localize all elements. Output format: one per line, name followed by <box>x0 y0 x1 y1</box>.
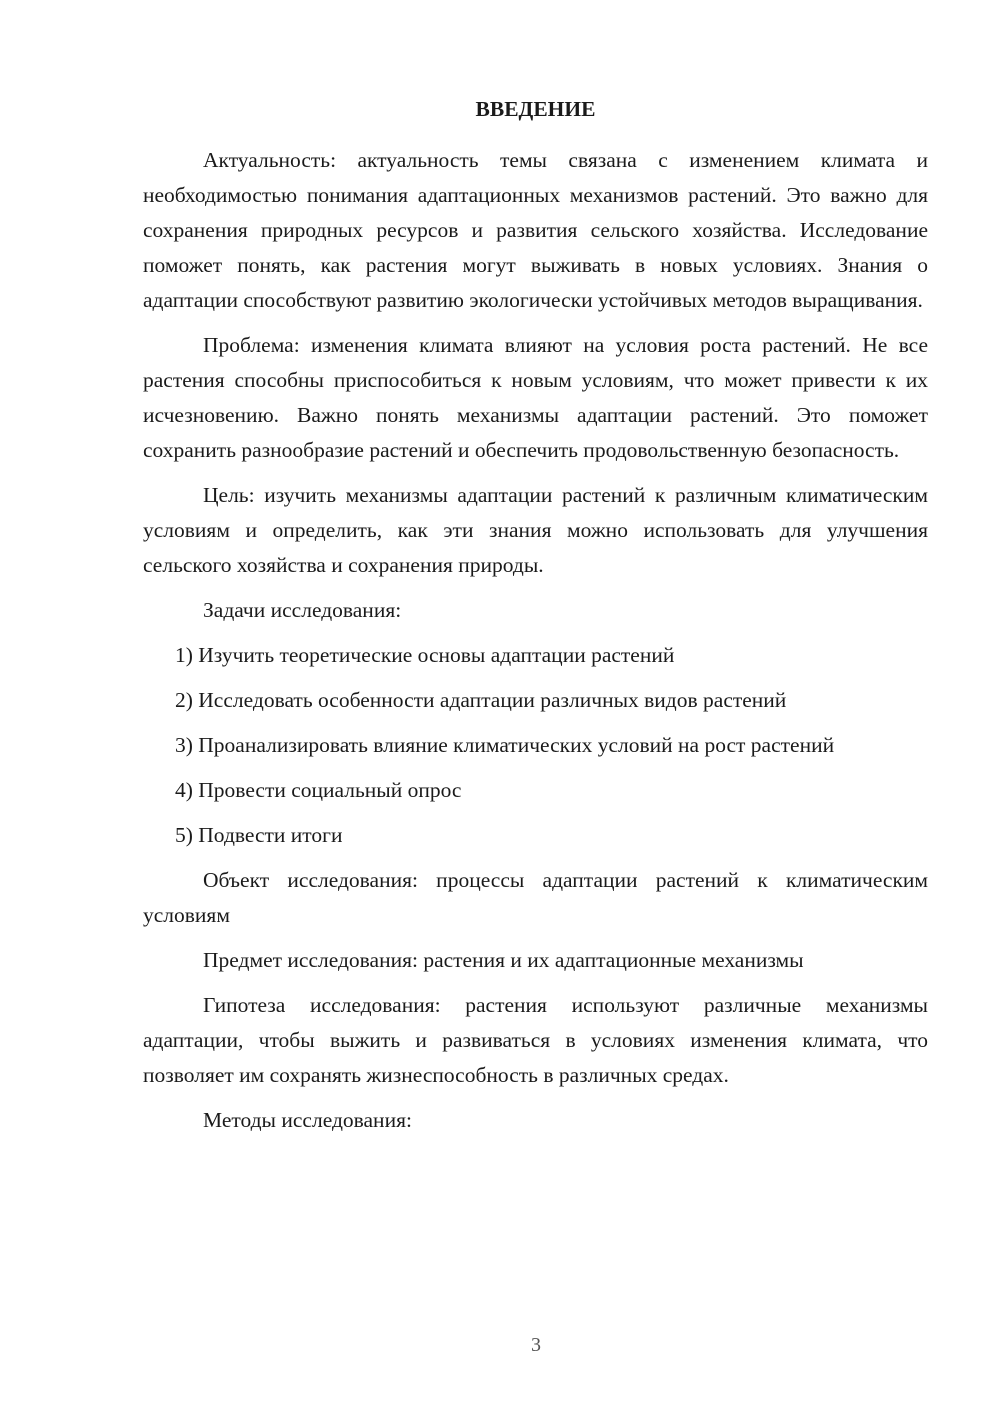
paragraph-goal: Цель: изучить механизмы адаптации растений к различным климатическим условиям и определить, как эти знания можно использовать для улучшения сельского хозяйства и сохранения природы. <box>143 483 928 577</box>
task-item-5: 5) Подвести итоги <box>175 823 343 847</box>
task-item-2: 2) Исследовать особенности адаптации различных видов растений <box>175 688 787 712</box>
task-item-4: 4) Провести социальный опрос <box>175 778 462 802</box>
document-page <box>143 92 928 1148</box>
methods-heading: Методы исследования: <box>203 1108 412 1132</box>
paragraph-subject: Предмет исследования: растения и их адаптационные механизмы <box>203 948 804 972</box>
tasks-heading: Задачи исследования: <box>203 598 402 622</box>
task-item-3: 3) Проанализировать влияние климатических условий на рост растений <box>175 733 835 757</box>
page-number: 3 <box>531 1334 541 1356</box>
section-title: ВВЕДЕНИЕ <box>475 97 596 121</box>
task-item-1: 1) Изучить теоретические основы адаптации растений <box>175 643 675 667</box>
paragraph-hypothesis: Гипотеза исследования: растения используют различные механизмы адаптации, чтобы выжить и развиваться в условиях изменения климата, что позволяет им сохранять жизнеспособность в различных средах. <box>143 993 928 1087</box>
paragraph-object: Объект исследования: процессы адаптации растений к климатическим условиям <box>143 868 928 927</box>
paragraph-problem: Проблема: изменения климата влияют на условия роста растений. Не все растения способны приспособиться к новым условиям, что может привести к их исчезновению. Важно понять механизмы адаптации растений. Это поможет сохранить разнообразие растений и обеспечить продовольственную безопасность. <box>143 333 928 462</box>
paragraph-relevance: Актуальность: актуальность темы связана с изменением климата и необходимостью понимания адаптационных механизмов растений. Это важно для сохранения природных ресурсов и развития сельского хозяйства. Исследование поможет понять, как растения могут выживать в новых условиях. Знания о адаптации способствуют развитию экологически устойчивых методов выращивания. <box>143 148 928 312</box>
